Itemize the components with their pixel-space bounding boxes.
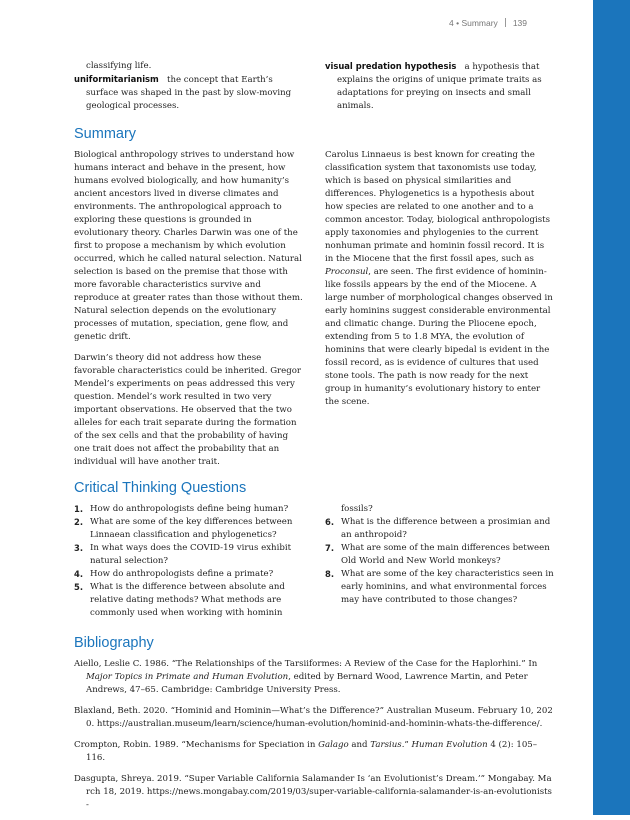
summary-paragraph-1: Biological anthropology strives to understand how humans interact and behave in the present, how humans evolved biologically, and how humanity’s ancient ancestors lived in diverse climates and environments. The anthropological approach to exploring these questions is grounded in evolutionary theory. Charles Darwin was one of the first to propose a mechanism by which evolution occurred, which he called natural selection. Natural selection is based on the premise that those with more favorable characteristics survive and reproduce at greater rates than those without them. Natural selection depends on the evolutionary processes of mutation, speciation, gene flow, and genetic drift. [74,150,303,342]
bibliography-heading: Bibliography [74,635,154,651]
page-number: 139 [512,18,527,28]
summary-paragraph-2: Darwin’s theory did not address how these favorable characteristics could be inherited. Gregor Mendel’s experiments on peas addressed this very question. Mendel’s work resulted in two very important observations. He observed that the two alleles for each trait separate during the formation of the sex cells and that the probability of having one trait does not affect the probability that an individual will have another trait. [74,353,302,467]
glossary-left-column [74,60,303,113]
question-item: 1. How do anthropologists define being human? [74,504,289,514]
summary-heading: Summary [74,126,137,142]
critical-thinking-section [74,503,554,620]
bibliography-entry-aiello: Aiello, Leslie C. 1986. “The Relationships of the Tarsiiformes: A Review of the Case for the Haplorhini.” In Major Topics in Primate and Human Evolution, edited by Bernard Wood, Lawrence Martin, and Peter Andrews, 47–65. Cambridge: Cambridge University Press. [74,659,538,695]
questions-list-right [325,516,554,607]
glossary-right-column [325,60,554,113]
glossary-entry-uniformitarianism [74,73,303,113]
running-head-divider [505,18,506,27]
summary-right-column [325,149,554,469]
question-item: 2. What are some of the key differences between Linnaean classification and phylogenetics? [74,517,293,540]
page-content [74,60,554,820]
critical-thinking-heading: Critical Thinking Questions [74,480,247,496]
glossary-term: uniformitarianism [74,74,159,84]
question-5-continuation: fossils? [341,504,373,514]
bibliography-entry-dasgupta: Dasgupta, Shreya. 2019. “Super Variable California Salamander Is ‘an Evolutionist’s Dream.’” Mongabay. March 18, 2019. https://news.mongabay.com/2019/03/super-variable-california-salamander-is-an-evolutionists- [74,774,552,810]
taxon-name: Proconsul [325,267,369,277]
question-item: 8. What are some of the key characteristics seen in early hominins, and what environmental forces may have contributed to those changes? [325,569,554,605]
question-item: 3. In what ways does the COVID-19 virus exhibit natural selection? [74,543,292,566]
questions-left-column [74,503,303,620]
questions-list-left [74,503,303,620]
chapter-color-bar [593,0,630,815]
summary-section [74,149,554,469]
bibliography-list [74,658,554,812]
bibliography-entry-crompton: Crompton, Robin. 1989. “Mechanisms for Speciation in Galago and Tarsius.” Human Evolution 4 (2): 105–116. [74,740,538,763]
glossary-entry-continuation: classifying life. [86,61,152,71]
summary-left-column [74,149,303,469]
question-item: 4. How do anthropologists define a primate? [74,569,274,579]
glossary-definition: the concept that Earth’s surface was shaped in the past by slow-moving geological processes. [86,75,292,111]
question-item: 6. What is the difference between a prosimian and an anthropoid? [325,517,551,540]
question-item: 7. What are some of the main differences between Old World and New World monkeys? [325,543,550,566]
questions-right-column [325,503,554,620]
glossary-definition: a hypothesis that explains the origins of unique primate traits as adaptations for preying on insects and small animals. [337,62,542,111]
summary-paragraph-3: Carolus Linnaeus is best known for creating the classification system that taxonomists use today, which is based on physical similarities and differences. Phylogenetics is a hypothesis about how species are related to one another and to a common ancestor. Today, biological anthropologists apply taxonomies and phylogenies to the current nonhuman primate and hominin fossil record. It is in the Miocene that the first fossil apes, such as Proconsul, are seen. The first evidence of hominin-like fossils appears by the end of the Miocene. A large number of morphological changes observed in early hominins suggest considerable environmental and climatic change. During the Pliocene epoch, extending from 5 to 1.8 MYA, the evolution of hominins that were clearly bipedal is evident in the fossil record, as is evidence of cultures that used stone tools. The path is now ready for the next group in humanity’s evolutionary history to enter the scene. [325,150,553,407]
question-item: 5. What is the difference between absolute and relative dating methods? What methods are commonly used when working with hominin [74,582,285,618]
glossary-entry-visual-predation [325,60,554,113]
bibliography-entry-blaxland: Blaxland, Beth. 2020. “Hominid and Hominin—What’s the Difference?” Australian Museum. February 10, 2020. https://australian.museum/learn/science/human-evolution/hominid-and-hominin-whats-the-difference/. [74,706,553,729]
running-head [449,17,527,30]
glossary-term: visual predation hypothesis [325,61,457,71]
chapter-label: 4 • Summary [449,18,498,28]
glossary-continuation [74,60,554,113]
